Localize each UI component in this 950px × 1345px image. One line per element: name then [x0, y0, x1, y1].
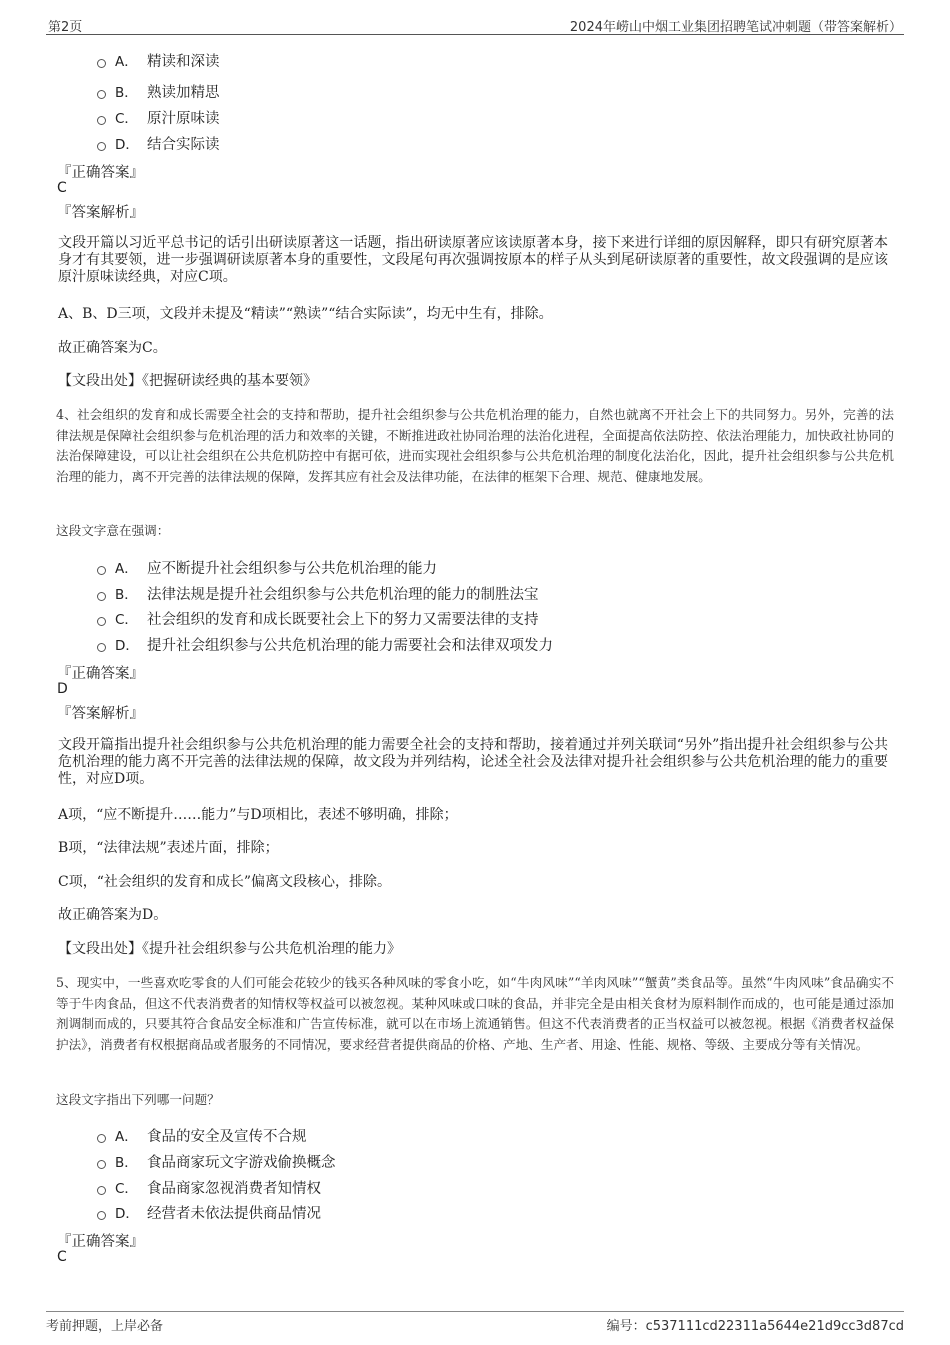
- option-b[interactable]: B． 食品商家玩文字游戏偷换概念: [97, 1151, 336, 1172]
- radio-icon[interactable]: [97, 592, 106, 601]
- radio-icon[interactable]: [97, 1134, 106, 1143]
- radio-icon[interactable]: [97, 59, 106, 68]
- analysis-text: 文段开篇以习近平总书记的话引出研读原著这一话题，指出研读原著应该读原著本身，接下来进行详细的原因解释，即只有研究原著本身才有其要领，进一步强调研读原著本身的重要性，文段尾句再次强调按原本的样子从头到尾研读原著的重要性，故文段强调的是应该原汁原味读经典，对应C项。: [58, 235, 888, 285]
- option-b[interactable]: B． 熟读加精思: [97, 81, 220, 102]
- analysis-text: 文段开篇指出提升社会组织参与公共危机治理的能力需要全社会的支持和帮助，接着通过并列关联词“另外”指出提升社会组织参与公共危机治理的能力离不开完善的法律法规的保障，故文段为并列结构，论述全社会及法律对提升社会组织参与公共危机治理的能力的重要性，对应D项。: [58, 737, 888, 787]
- radio-icon[interactable]: [97, 90, 106, 99]
- analysis-conclusion: 故正确答案为D。: [58, 907, 168, 923]
- page-header: [46, 14, 904, 35]
- analysis-conclusion: 故正确答案为C。: [58, 340, 167, 356]
- page-number: 第2页: [48, 20, 83, 35]
- answer-value: C: [57, 1249, 67, 1265]
- radio-icon[interactable]: [97, 643, 106, 652]
- radio-icon[interactable]: [97, 116, 106, 125]
- source-citation: 【文段出处】《把握研读经典的基本要领》: [58, 373, 317, 389]
- answer-label: 『正确答案』: [57, 666, 144, 682]
- analysis-label: 『答案解析』: [57, 205, 144, 221]
- option-b[interactable]: B． 法律法规是提升社会组织参与公共危机治理的能力的制胜法宝: [97, 583, 539, 604]
- option-d[interactable]: D． 结合实际读: [97, 133, 220, 154]
- radio-icon[interactable]: [97, 566, 106, 575]
- option-c[interactable]: C． 原汁原味读: [97, 107, 220, 128]
- source-citation: 【文段出处】《提升社会组织参与公共危机治理的能力》: [58, 941, 401, 957]
- option-a[interactable]: A． 应不断提升社会组织参与公共危机治理的能力: [97, 557, 437, 578]
- radio-icon[interactable]: [97, 617, 106, 626]
- answer-label: 『正确答案』: [57, 1234, 144, 1250]
- document-id: 编号：c537111cd22311a5644e21d9cc3d87cd: [606, 1319, 904, 1334]
- option-a[interactable]: A． 精读和深读: [97, 50, 220, 71]
- analysis-excluded: A、B、D三项，文段并未提及“精读”“熟读”“结合实际读”，均无中生有，排除。: [58, 306, 553, 322]
- answer-value: D: [57, 681, 68, 697]
- option-c[interactable]: C． 社会组织的发育和成长既要社会上下的努力又需要法律的支持: [97, 608, 539, 629]
- radio-icon[interactable]: [97, 1186, 106, 1195]
- question-5-text: 5、现实中，一些喜欢吃零食的人们可能会花较少的钱买各种风味的零食小吃，如“牛肉风味”“羊肉风味”“蟹黄”类食品等。虽然“牛肉风味”食品确实不等于牛肉食品，但这不代表消费者的知情权等权益可以被忽视。某种风味或口味的食品，并非完全是由相关食材为原料制作而成的，也可能是通过添加剂调制而成的，只要其符合食品安全标准和广告宣传标准，就可以在市场上流通销售。但这不代表消费者的正当权益可以被忽视。根据《消费者权益保护法》，消费者有权根据商品或者服务的不同情况，要求经营者提供商品的价格、产地、生产者、用途、性能、规格、等级、主要成分等有关情况。: [56, 975, 894, 1052]
- footer-slogan: 考前押题，上岸必备: [46, 1319, 164, 1334]
- question-4-prompt: 这段文字意在强调：: [56, 523, 170, 538]
- radio-icon[interactable]: [97, 1160, 106, 1169]
- answer-label: 『正确答案』: [57, 165, 144, 181]
- document-title: 2024年崂山中烟工业集团招聘笔试冲刺题（带答案解析）: [569, 20, 902, 35]
- radio-icon[interactable]: [97, 1211, 106, 1220]
- analysis-line-a: A项，“应不断提升……能力”与D项相比，表述不够明确，排除；: [58, 807, 458, 823]
- question-5-prompt: 这段文字指出下列哪一问题？: [56, 1092, 220, 1107]
- option-a[interactable]: A． 食品的安全及宣传不合规: [97, 1125, 307, 1146]
- question-4-text: 4、社会组织的发育和成长需要全社会的支持和帮助，提升社会组织参与公共危机治理的能力，自然也就离不开社会上下的共同努力。另外，完善的法律法规是保障社会组织参与危机治理的活力和效率的关键，不断推进政社协同治理的法治化进程，全面提高依法防控、依法治理能力，加快政社协同的法治保障建设，可以让社会组织在公共危机防控中有据可依，进而实现社会组织参与公共危机治理的制度化法治化，因此，提升社会组织参与公共危机治理的能力，离不开完善的法律法规的保障，发挥其应有社会及法律功能，在法律的框架下合理、规范、健康地发展。: [56, 407, 894, 484]
- analysis-label: 『答案解析』: [57, 706, 144, 722]
- option-d[interactable]: D． 经营者未依法提供商品情况: [97, 1202, 321, 1223]
- answer-value: C: [57, 180, 67, 196]
- analysis-line-b: B项，“法律法规”表述片面，排除；: [58, 840, 279, 856]
- radio-icon[interactable]: [97, 142, 106, 151]
- option-d[interactable]: D． 提升社会组织参与公共危机治理的能力需要社会和法律双项发力: [97, 634, 553, 655]
- option-c[interactable]: C． 食品商家忽视消费者知情权: [97, 1177, 321, 1198]
- analysis-line-c: C项，“社会组织的发育和成长”偏离文段核心，排除。: [58, 874, 392, 890]
- page-footer: [46, 1311, 904, 1332]
